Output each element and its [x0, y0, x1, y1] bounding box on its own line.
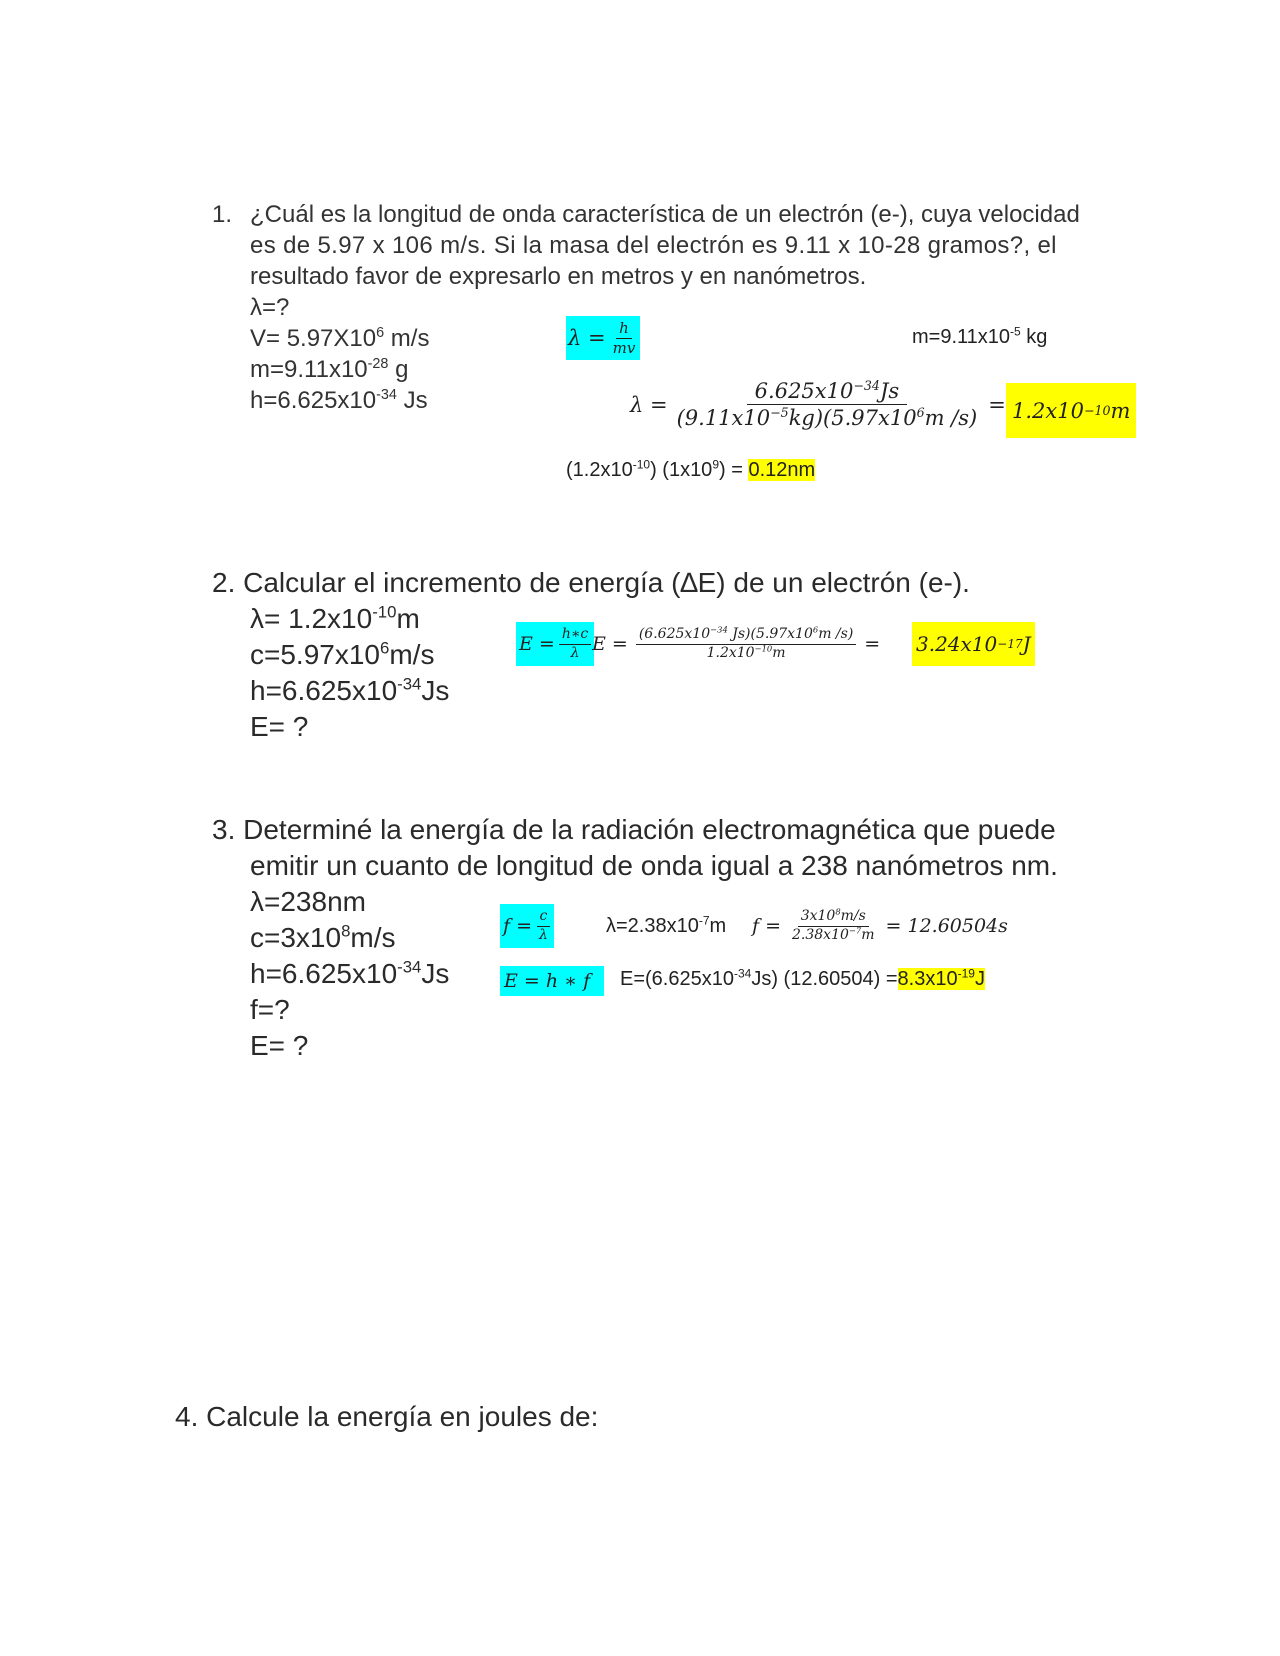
q3-frequency-calculation: f = $\frac{3x10^8m/s}{2.38x10^{-7}m}$ = 12.60504s	[752, 906, 1008, 943]
q3-given-planck: $h=6.625x10^{-34}Js$	[250, 957, 450, 989]
q3-given-c: $c=3x10^8m/s$	[250, 921, 396, 953]
q1-line-2: es de 5.97 x 106 m/s. Si la masa del electrón es 9.11 x 10-28 gramos?, el	[250, 232, 1057, 259]
q1-mass-kg: $m=9.11x10^{-5}$ kg	[912, 324, 1048, 348]
q1-result-nanometers: 0.12nm	[748, 459, 816, 481]
q1-given-velocity: $V= 5.97X10^6$ m/s	[250, 325, 430, 352]
q2-calculation: E = $\frac{(6.625x10^{-34} Js)(5.97x10^6m /s)}{1.2x10^{-10}m}$ =	[592, 624, 881, 661]
q1-formula-de-broglie: λ = $\frac{h}{mv}$	[566, 316, 640, 360]
q1-nanometer-conversion: $(1.2x10^{-10}) (1x10^9) = 0.12nm$	[566, 457, 816, 481]
q3-given-lambda: λ=238nm	[250, 886, 366, 917]
q1-number: 1.	[212, 201, 233, 228]
q2-result-energy: 3.24x10 −17 J	[912, 622, 1035, 666]
q3-line-1: 3. Determiné la energía de la radiación electromagnética que puede	[212, 814, 1056, 845]
q1-calculation: λ = $\frac{6.625x10^{-34}Js}{(9.11x10^{-5}kg)(5.97x10^6m /s)}$ =	[630, 378, 1006, 431]
q3-result-energy: $8.3x10^{-19}J$	[897, 966, 985, 990]
q3-formula-energy: E = h ∗ f	[500, 966, 604, 996]
q3-lambda-meters: $\lambda=2.38x10^{-7}m$	[606, 913, 727, 937]
q1-line-1: ¿Cuál es la longitud de onda característica de un electrón (e-), cuya velocidad	[250, 201, 1080, 228]
q4-title: 4. Calcule la energía en joules de:	[175, 1401, 599, 1432]
q2-given-energy: E= ?	[250, 711, 309, 742]
q3-formula-frequency: f = $\frac{c}{\lambda}$	[500, 904, 554, 948]
q3-energy-calculation: $E=(6.625x10^{-34}Js)$ $(12.60504) =8.3x10^{-19}J$	[620, 966, 985, 990]
q2-formula-energy: E = $\frac{h∗c}{\lambda}$	[516, 622, 594, 666]
q1-result-meters: 1.2x10 −10 m	[1006, 383, 1136, 438]
q2-given-c: $c=5.97x10^6m/s$	[250, 638, 435, 670]
q1-given-mass: $m=9.11x10^{-28}$ g	[250, 356, 409, 383]
q3-given-frequency: f=?	[250, 994, 290, 1025]
q2-given-lambda: $\lambda= 1.2x10^{-10}m$	[250, 602, 420, 634]
q1-given-planck: $h=6.625x10^{-34}$ Js	[250, 387, 428, 414]
q1-line-3: resultado favor de expresarlo en metros y en nanómetros.	[250, 263, 867, 290]
q2-given-planck: $h=6.625x10^{-34}Js$	[250, 674, 450, 706]
q2-title: 2. Calcular el incremento de energía (∆E) de un electrón (e-).	[212, 567, 970, 598]
q3-given-energy: E= ?	[250, 1030, 309, 1061]
q3-line-2: emitir un cuanto de longitud de onda igual a 238 nanómetros nm.	[250, 850, 1058, 881]
q1-given-lambda: λ=?	[250, 294, 290, 321]
